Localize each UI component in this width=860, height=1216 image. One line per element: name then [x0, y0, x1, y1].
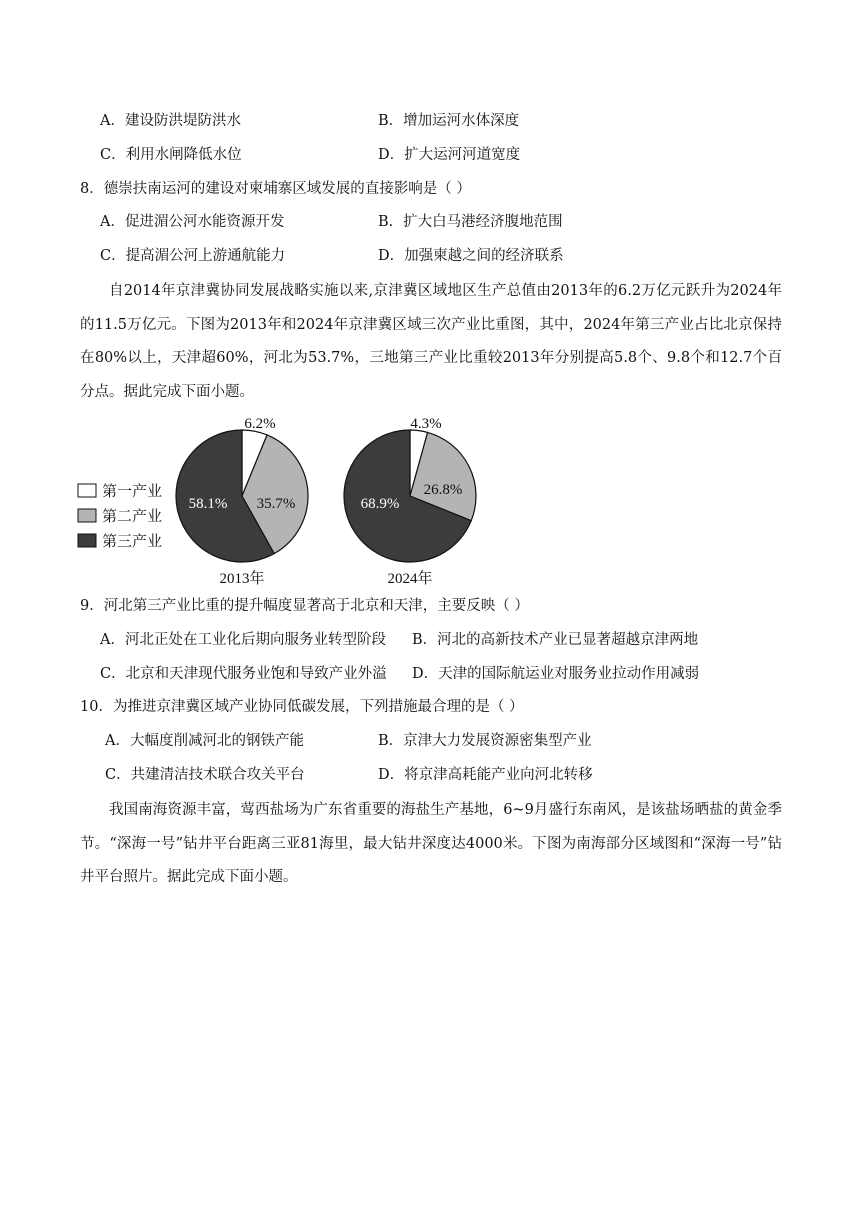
pie-data-label: 68.9%: [360, 496, 400, 512]
q10-option-d: D．将京津高耗能产业向河北转移: [378, 767, 593, 783]
q10-stem: 10．为推进京津冀区域产业协同低碳发展，下列措施最合理的是（ ）: [80, 699, 524, 715]
q9-option-c: C．北京和天津现代服务业饱和导致产业外溢: [100, 666, 387, 682]
q9-option-b: B．河北的高新技术产业已显著超越京津两地: [412, 632, 699, 648]
legend-swatch: [78, 484, 96, 497]
q7-option-d: D．扩大运河河道宽度: [378, 147, 521, 163]
q8-option-b: B．扩大白马港经济腹地范围: [378, 214, 563, 230]
pie-data-label: 58.1%: [188, 496, 228, 512]
pie-data-label: 6.2%: [244, 416, 276, 432]
q7-option-c: C．利用水闸降低水位: [100, 147, 242, 163]
q9-option-a: A．河北正处在工业化后期向服务业转型阶段: [100, 632, 386, 648]
q8-option-a: A．促进湄公河水能资源开发: [100, 214, 285, 230]
legend-label: 第一产业: [102, 484, 163, 500]
q10-option-c: C．共建清洁技术联合攻关平台: [105, 767, 305, 783]
q8-option-d: D．加强柬越之间的经济联系: [378, 248, 564, 264]
passage-south-china-sea: 我国南海资源丰富，莺西盐场为广东省重要的海盐生产基地，6~9月盛行东南风，是该盐场晒盐的黄金季节。“深海一号”钻井平台距离三亚81海里，最大钻井深度达4000米。下图为南海部分区域图和“深海一号”钻井平台照片。据此完成下面小题。: [80, 802, 782, 885]
q8-option-c: C．提高湄公河上游通航能力: [100, 248, 286, 264]
pie-data-label: 26.8%: [423, 482, 463, 498]
q9-stem: 9．河北第三产业比重的提升幅度显著高于北京和天津，主要反映（ ）: [80, 598, 529, 614]
pie-data-label: 35.7%: [256, 496, 296, 512]
legend-label: 第三产业: [102, 534, 163, 550]
q10-option-a: A．大幅度削减河北的钢铁产能: [105, 733, 304, 749]
pie-data-label: 4.3%: [410, 416, 442, 432]
legend-swatch: [78, 509, 96, 522]
q10-option-b: B．京津大力发展资源密集型产业: [378, 733, 592, 749]
legend-swatch: [78, 534, 96, 547]
q9-option-d: D．天津的国际航运业对服务业拉动作用减弱: [412, 666, 700, 682]
industry-structure-pie-charts: [70, 408, 510, 588]
q8-stem: 8．德崇扶南运河的建设对柬埔寨区域发展的直接影响是（ ）: [80, 181, 471, 197]
q7-option-b: B．增加运河水体深度: [378, 113, 520, 129]
pie-title: 2024年: [387, 571, 433, 587]
passage-jingjinji: 自2014年京津冀协同发展战略实施以来,京津冀区域地区生产总值由2013年的6.2万亿元跃升为2024年的11.5万亿元。下图为2013年和2024年京津冀区域三次产业比重图，其中，2024年第三产业占比北京保持在80%以上，天津超60%，河北为53.7%，三地第三产业比重较2013年分别提高5.8个、9.8个和12.7个百分点。据此完成下面小题。: [80, 283, 782, 400]
legend-label: 第二产业: [102, 509, 163, 525]
q7-option-a: A．建设防洪堤防洪水: [100, 113, 241, 129]
pie-title: 2013年: [219, 571, 265, 587]
